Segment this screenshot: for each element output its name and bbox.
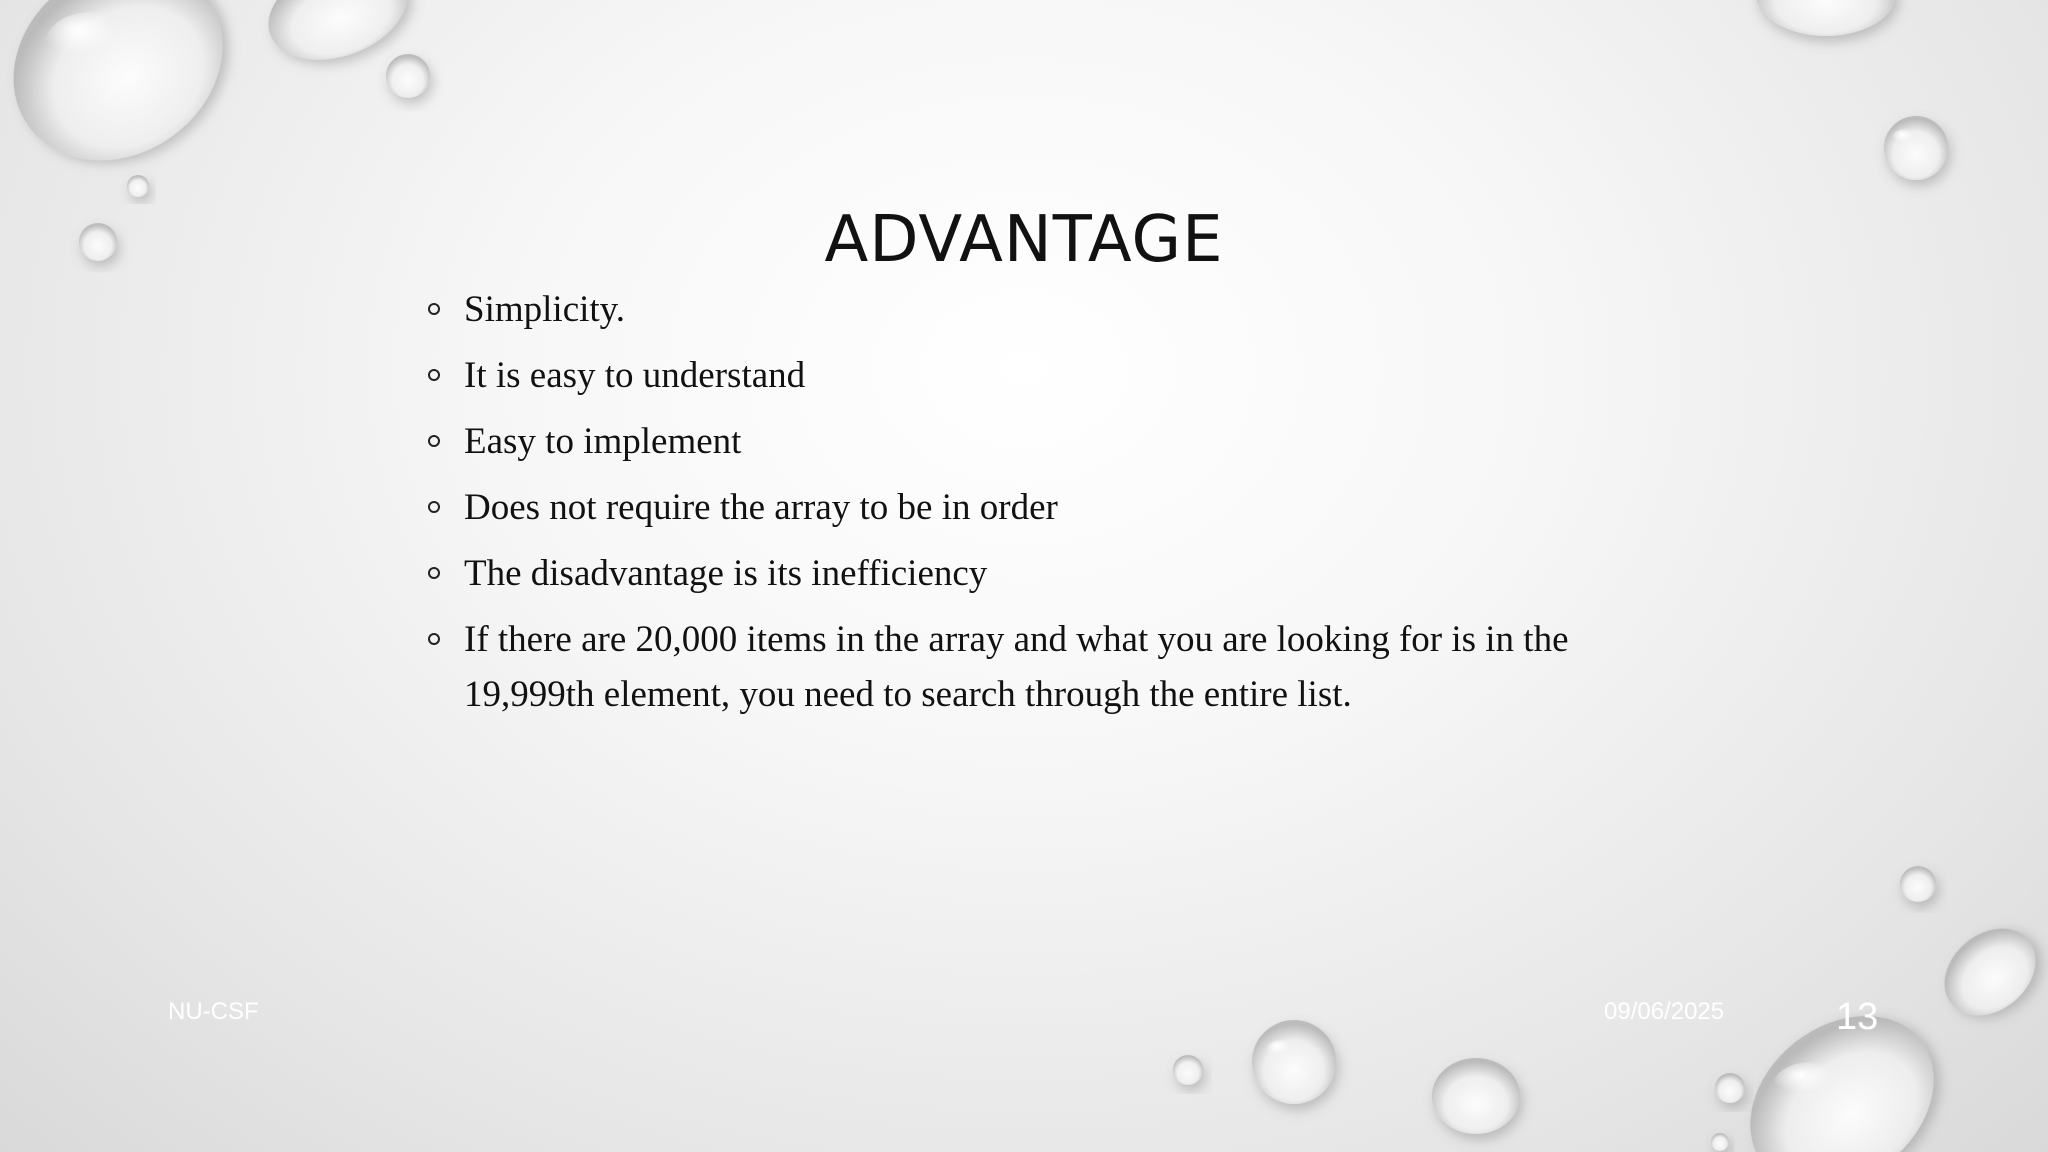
slide-title: ADVANTAGE [824, 203, 1224, 277]
bullet-text: The disadvantage is its inefficiency [464, 553, 988, 594]
bullet-item [428, 612, 1608, 722]
bullet-text: Easy to implement [464, 421, 742, 462]
bullet-text: Does not require the array to be in order [464, 487, 1058, 528]
bullet-item [428, 414, 1608, 469]
bullet-list [428, 282, 1608, 733]
bullet-item [428, 348, 1608, 403]
footer-date: 09/06/2025 [1604, 998, 1725, 1025]
bullet-circle-icon [428, 567, 440, 579]
bullet-item [428, 480, 1608, 535]
bullet-text: Simplicity. [464, 289, 626, 330]
bullet-circle-icon [428, 633, 440, 645]
drop-group-top-right [1756, 0, 1948, 180]
slide-number: 13 [1836, 996, 1879, 1038]
bullet-text: It is easy to understand [464, 355, 806, 396]
bullet-circle-icon [428, 303, 440, 315]
bullet-circle-icon [428, 435, 440, 447]
bullet-circle-icon [428, 369, 440, 381]
bullet-text: If there are 20,000 items in the array and what you are looking for is in the 19,999th element, you need to search through the entire list. [464, 619, 1569, 715]
bullet-item [428, 546, 1608, 601]
bullet-circle-icon [428, 501, 440, 513]
bullet-item [428, 282, 1608, 337]
footer-organization: NU-CSF [168, 998, 259, 1025]
